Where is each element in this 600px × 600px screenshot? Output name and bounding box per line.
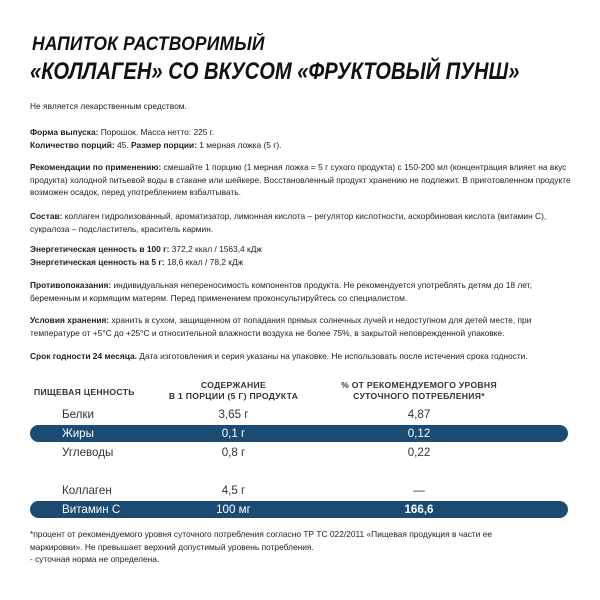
contraindications-value: индивидуальная непереносимость компонентов продукта. Не рекомендуется употреблять детям до 18 лет, беременным и кормящим матерям. Перед применением проконсультируйтесь со специалистом. [30, 280, 532, 303]
nutrient-percent: 0,12 [407, 427, 431, 440]
form-value: Порошок. Масса нетто: 225 г. [98, 127, 215, 137]
form-line [30, 126, 578, 139]
nutrient-name: Белки [62, 408, 94, 421]
composition-value: коллаген гидролизованный, ароматизатор, лимонная кислота – регулятор кислотности, аскорбиновая кислота (витамин С), сукралоза – подсластитель, краситель кармин. [30, 211, 547, 234]
table-row [30, 406, 568, 423]
usage-value: смешайте 1 порцию (1 мерная ложка = 5 г сухого продукта) с 150-200 мл (концентрация влияет на вкус продукта) холодной питьевой воды в стакане или шейкере. Восстановленный продукт хранению не подлежит. В приготовленном продукте возможен осадок, перед употреблением взбалтывать. [30, 162, 571, 198]
product-type-heading: НАПИТОК РАСТВОРИМЫЙ [32, 34, 265, 55]
nutrition-header-amount [156, 380, 311, 402]
nutrient-percent: 4,87 [407, 408, 431, 421]
nutrient-name: Углеводы [62, 446, 114, 459]
footnote [30, 528, 500, 566]
storage-label: Условия хранения: [30, 315, 110, 325]
energy-5-label: Энергетическая ценность на 5 г: [30, 256, 165, 267]
energy-5-line [30, 256, 578, 269]
table-row [30, 444, 568, 461]
composition-label: Состав: [30, 211, 63, 221]
nutrition-header-amount-line2: В 1 ПОРЦИИ (5 Г) ПРОДУКТА [168, 391, 299, 401]
contraindications-label: Противопоказания: [30, 280, 112, 290]
usage-label: Рекомендации по применению: [30, 162, 162, 172]
shelf-life-value: Дата изготовления и серия указаны на упаковке. Не использовать после истечения срока годности. [136, 351, 528, 361]
servings-label: Количество порций: [30, 139, 115, 150]
product-name-heading: «КОЛЛАГЕН» СО ВКУСОМ «ФРУКТОВЫЙ ПУНШ» [30, 58, 520, 85]
table-row [30, 501, 568, 518]
storage-paragraph [30, 314, 578, 339]
serving-size-value: 1 мерная ложка (5 г). [196, 139, 282, 150]
nutrient-name: Витамин С [62, 503, 121, 516]
energy-100-value: 372,2 ккал / 1563,4 кДж [169, 244, 262, 254]
nutrient-name: Коллаген [62, 484, 112, 497]
nutrient-name: Жиры [62, 427, 94, 440]
serving-size-label: Размер порции: [130, 139, 197, 150]
footnote-line1: *процент от рекомендуемого уровня суточного потребления согласно ТР ТС 022/2011 «Пищевая продукция в части ее маркировки». Не превышает верхний допустимый уровень потребления. [30, 529, 493, 552]
nutrient-amount: 3,65 г [218, 408, 249, 421]
nutrition-header-name: ПИЩЕВАЯ ЦЕННОСТЬ [34, 387, 135, 397]
nutrient-amount: 4,5 г [221, 484, 246, 497]
contraindications-paragraph [30, 279, 578, 304]
table-row [30, 482, 568, 499]
servings-line [30, 139, 578, 152]
form-label: Форма выпуска: [30, 127, 99, 137]
table-row [30, 425, 568, 442]
shelf-life-label: Срок годности 24 месяца. [30, 351, 137, 361]
nutrient-percent: — [413, 484, 425, 497]
nutrition-header-amount-line1: СОДЕРЖАНИЕ [200, 380, 267, 390]
servings-value: 45. [114, 139, 131, 150]
composition-paragraph [30, 210, 578, 235]
energy-100-label: Энергетическая ценность в 100 г: [30, 244, 170, 254]
storage-value: хранить в сухом, защищенном от попадания прямых солнечных лучей и недоступном для детей месте, при температуре от +5°С до +25°С и относительной влажности воздуха не более 75%, в закрытой неповрежденной упаковке. [30, 315, 532, 338]
nutrition-header-percent-line2: СУТОЧНОГО ПОТРЕБЛЕНИЯ* [353, 391, 485, 401]
footnote-line2: - суточная норма не определена. [30, 554, 160, 565]
usage-paragraph [30, 161, 578, 199]
nutrient-amount: 0,1 г [221, 427, 246, 440]
nutrition-header-percent-line1: % ОТ РЕКОМЕНДУЕМОГО УРОВНЯ [341, 380, 497, 390]
nutrient-amount: 0,8 г [221, 446, 246, 459]
nutrient-percent: 0,22 [407, 446, 431, 459]
energy-5-value: 18,6 ккал / 78,2 кДж [164, 256, 244, 267]
nutrient-percent: 166,6 [404, 503, 434, 516]
shelf-life-line [30, 350, 578, 363]
disclaimer-text: Не является лекарственным средством. [30, 101, 187, 111]
nutrient-amount: 100 мг [216, 503, 251, 516]
nutrition-header-percent [329, 380, 509, 402]
energy-100-line [30, 243, 578, 256]
